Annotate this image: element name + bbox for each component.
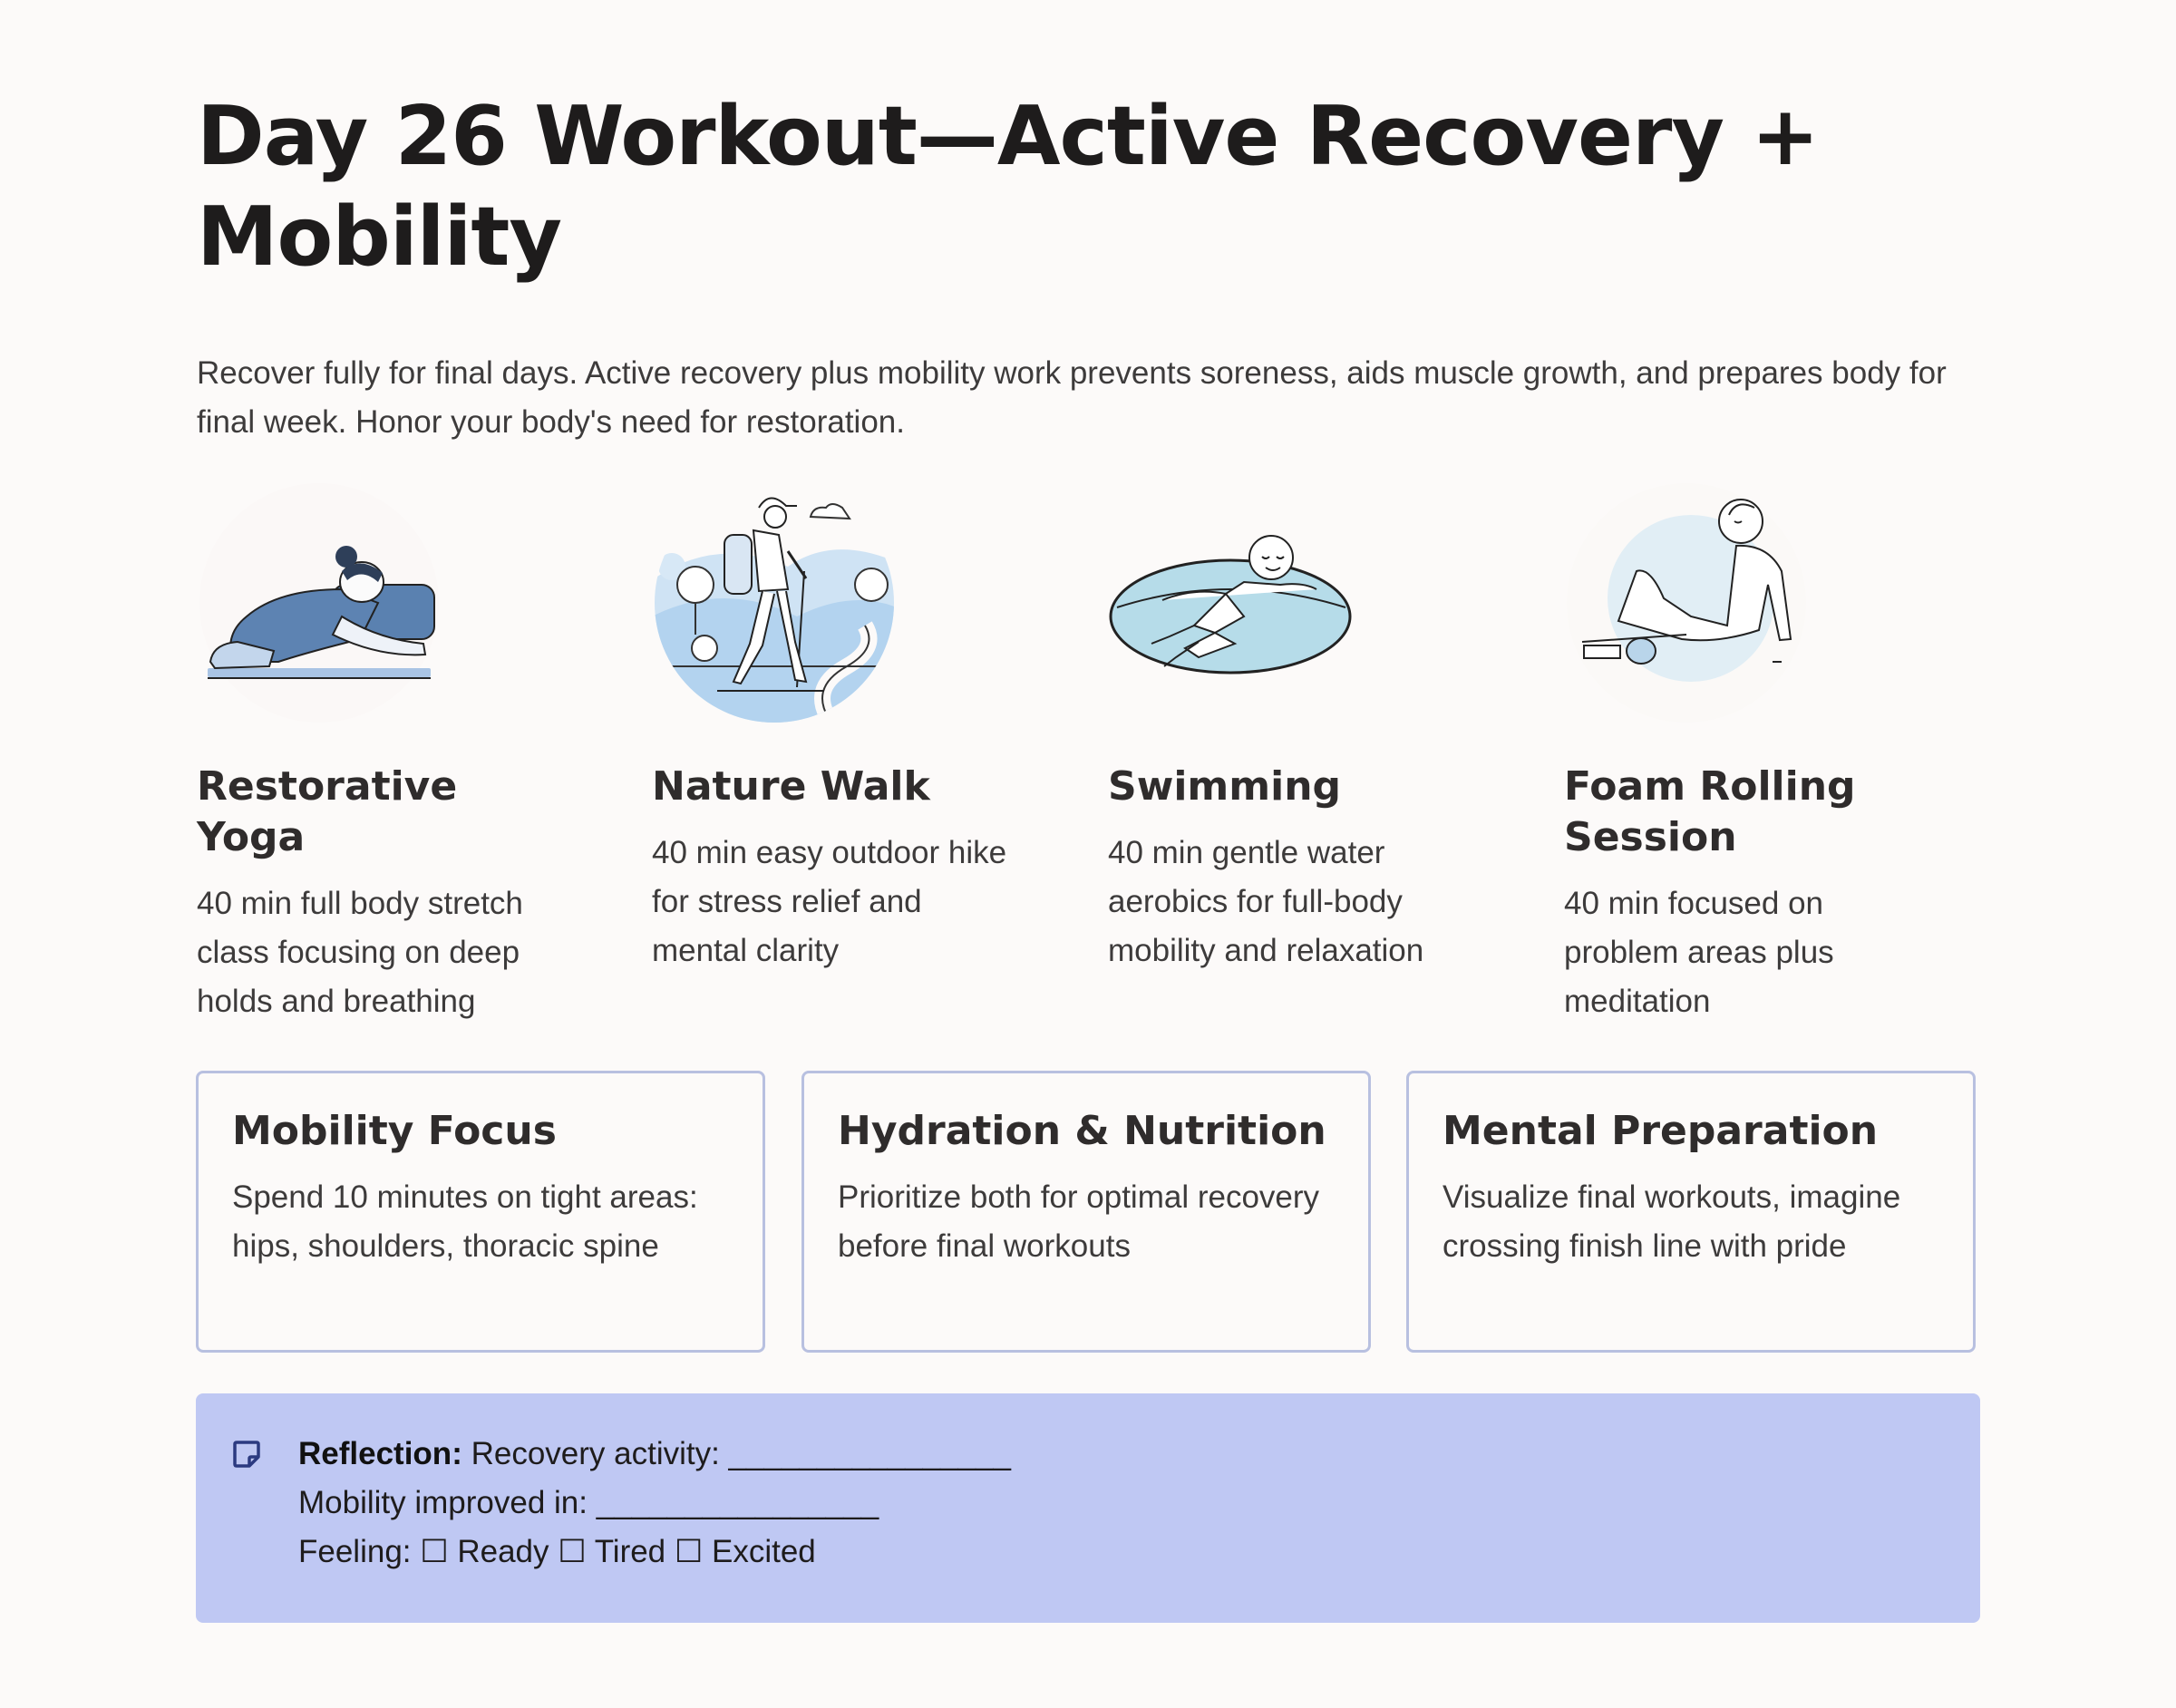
floating-swimmer-illustration [1108, 480, 1353, 725]
activity-title: Foam Rolling Session [1564, 763, 1856, 860]
activity-title: Restorative Yoga [197, 763, 458, 860]
hiker-illustration [652, 480, 897, 725]
card-title: Mobility Focus [232, 1108, 557, 1154]
note-icon [231, 1439, 262, 1470]
card-desc: Visualize final workouts, imagine crossing finish line with pride [1443, 1179, 1901, 1264]
page-title: Day 26 Workout—Active Recovery + Mobility [197, 89, 1819, 285]
reflection-text [298, 1430, 1011, 1577]
activity-desc: 40 min gentle water aerobics for full-body mobility and relaxation [1108, 835, 1424, 968]
card-title: Mental Preparation [1443, 1108, 1879, 1154]
foam-roller-illustration [1564, 480, 1809, 725]
activity-desc: 40 min focused on problem areas plus meditation [1564, 886, 1834, 1019]
reflection-line-3: Feeling: ☐ Ready ☐ Tired ☐ Excited [298, 1534, 816, 1569]
activity-swimming [1108, 480, 1489, 975]
card-mobility-focus [196, 1071, 765, 1353]
activity-restorative-yoga [197, 480, 578, 1026]
reflection-line-2: Mobility improved in: ________________ [298, 1485, 879, 1520]
activity-title: Swimming [1108, 763, 1342, 810]
activity-foam-rolling [1564, 480, 1945, 1026]
reflection-label: Reflection: [298, 1436, 462, 1471]
card-mental-preparation [1406, 1071, 1976, 1353]
card-desc: Spend 10 minutes on tight areas: hips, shoulders, thoracic spine [232, 1179, 698, 1264]
reflection-line-1: Recovery activity: ________________ [461, 1436, 1011, 1471]
activity-desc: 40 min easy outdoor hike for stress relief and mental clarity [652, 835, 1007, 968]
reflection-box [196, 1393, 1980, 1623]
activity-nature-walk [652, 480, 1033, 975]
card-desc: Prioritize both for optimal recovery before final workouts [838, 1179, 1320, 1264]
card-hydration-nutrition [801, 1071, 1371, 1353]
activity-title: Nature Walk [652, 763, 930, 810]
yoga-pose-illustration [197, 480, 442, 725]
activity-desc: 40 min full body stretch class focusing on deep holds and breathing [197, 886, 523, 1019]
intro-text: Recover fully for final days. Active recovery plus mobility work prevents soreness, aids muscle growth, and prepares body for final week. Honor your body's need for restoration. [197, 355, 1947, 440]
card-title: Hydration & Nutrition [838, 1108, 1326, 1154]
